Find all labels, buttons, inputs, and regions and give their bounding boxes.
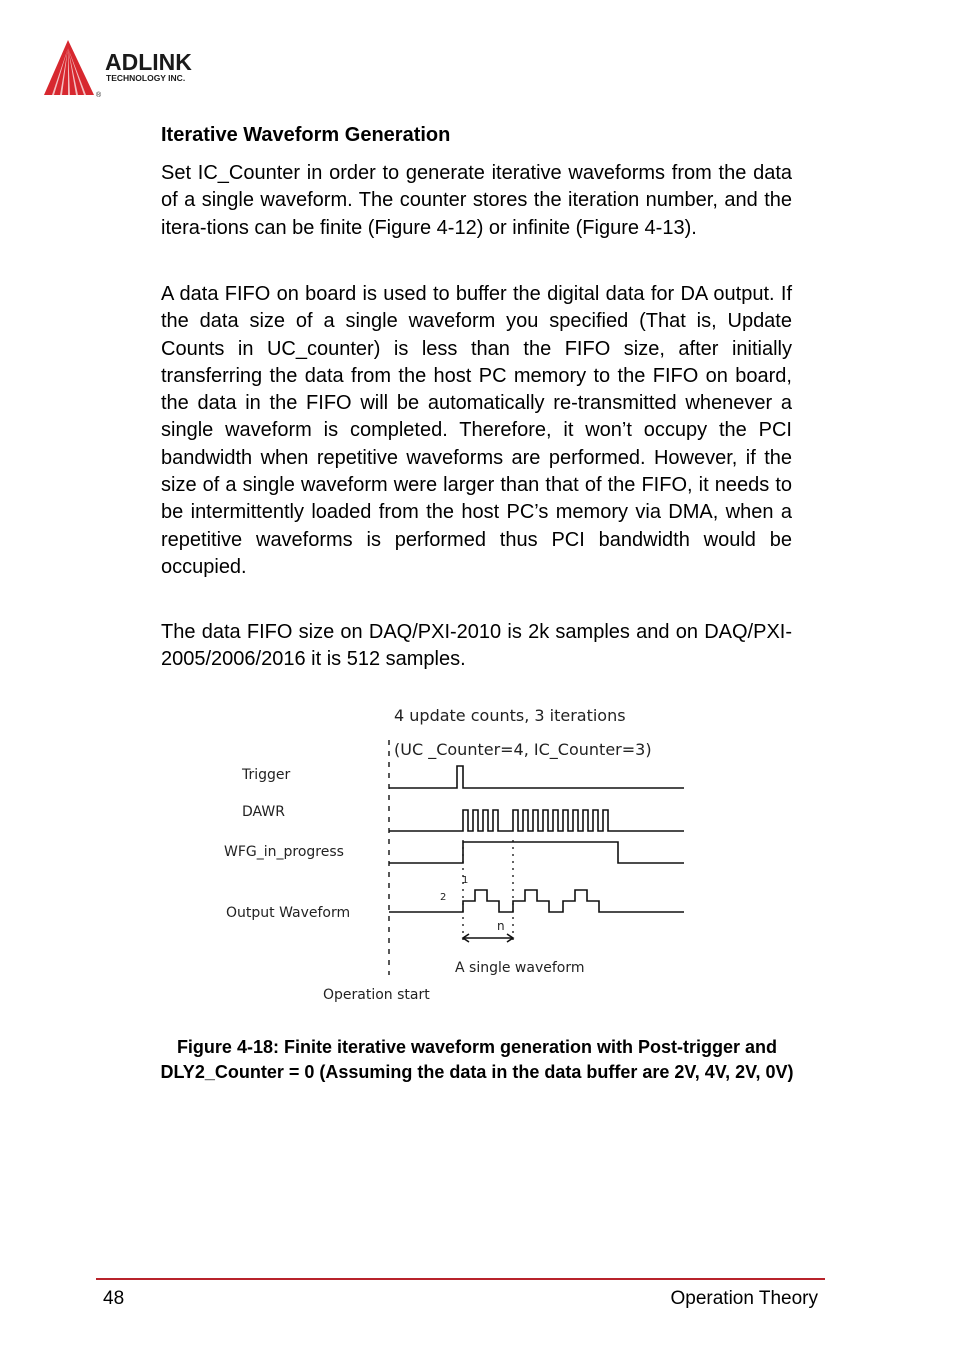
trigger-trace [389, 766, 684, 788]
page-number: 48 [103, 1288, 125, 1309]
footer-rule [96, 1278, 825, 1280]
brand-name: ADLINK [105, 49, 192, 75]
wfg-in-progress-trace [389, 842, 684, 863]
single-waveform-label: A single waveform [455, 960, 585, 976]
brand-sub: TECHNOLOGY INC. [106, 73, 186, 83]
paragraph-fifo-size: The data FIFO size on DAQ/PXI-2010 is 2k samples and on DAQ/PXI-2005/2006/2016 it is 512 samples. [161, 621, 792, 671]
operation-start-label: Operation start [323, 987, 430, 1003]
figure-caption-line1: Figure 4-18: Finite iterative waveform generation with Post-trigger and [176, 1037, 778, 1057]
marker-two: 2 [440, 892, 447, 903]
diagram-header-line1: 4 update counts, 3 iterations [394, 706, 626, 725]
output-waveform-trace [389, 890, 684, 912]
svg-text:®: ® [96, 92, 102, 99]
marker-n: n [497, 919, 505, 933]
adlink-logo [42, 38, 242, 100]
timing-diagram-svg [220, 700, 700, 1010]
paragraph-iterative-intro: Set IC_Counter in order to generate iterative waveforms from the data of a single waveform. The counter stores the iteration number, and the itera-tions can be finite (Figure 4-12) or infinite (Figure 4-13). [161, 162, 792, 239]
section-title: Iterative Waveform Generation [161, 124, 451, 146]
adlink-logo-icon [42, 38, 242, 100]
signal-label-dawr: DAWR [242, 804, 285, 820]
signal-label-wfg-in-progress: WFG_in_progress [224, 844, 344, 860]
marker-one: 1 [462, 875, 469, 886]
dawr-trace [389, 810, 684, 831]
signal-label-trigger: Trigger [242, 767, 291, 783]
paragraph-fifo: A data FIFO on board is used to buffer the digital data for DA output. If the data size of a single waveform you specified (That is, Update Counts in UC_counter) is less than the FIFO size, after initially transferring the data from the host PC memory to the FIFO on board, the data in the FIFO will be automatically re-transmitted whenever a single waveform is completed. Therefore, it won’t occupy the PCI bandwidth when repetitive waveforms are performed. However, if the size of a single waveform were larger than that of the FIFO, it needs to be intermittently loaded from the host PC’s memory via DMA, when a repetitive waveforms is performed thus PCI bandwidth would be occupied. [161, 283, 792, 578]
timing-diagram [220, 700, 700, 1010]
signal-label-output-waveform: Output Waveform [226, 905, 351, 921]
figure-caption-line2: DLY2_Counter = 0 (Assuming the data in the data buffer are 2V, 4V, 2V, 0V) [160, 1062, 794, 1082]
diagram-header-line2: (UC _Counter=4, IC_Counter=3) [394, 740, 652, 759]
footer-chapter-title: Operation Theory [670, 1288, 818, 1309]
